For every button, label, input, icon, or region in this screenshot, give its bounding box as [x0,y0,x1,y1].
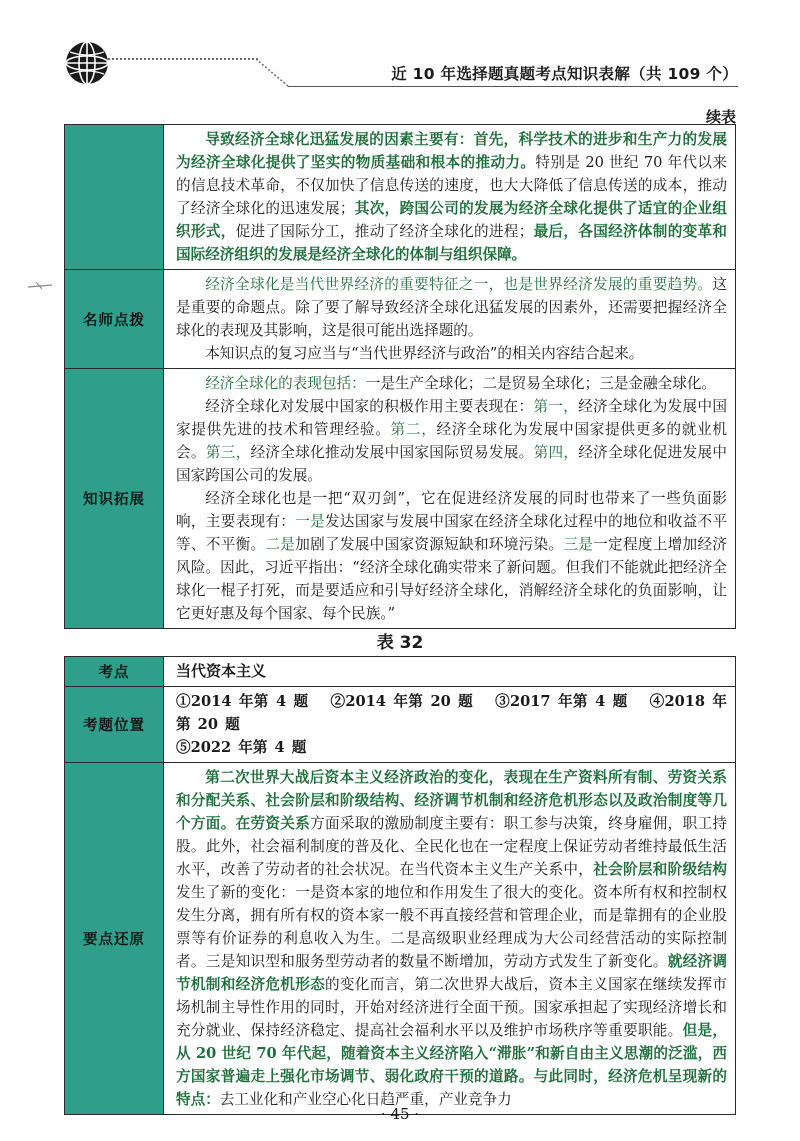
question-position: ①2014 年第 4 题 [176,693,309,710]
factors-label-cell [65,125,164,270]
position-label: 考题位置 [65,687,164,763]
expansion-text-cell [164,369,736,629]
tips-text-cell [164,270,736,369]
tips-label: 名师点拨 [65,270,164,369]
page-number: · 45 · [380,1105,420,1123]
running-title: 近 10 年选择题真题考点知识表解（共 109 个） [391,65,738,83]
knowledge-table-32 [64,656,736,1115]
expansion-label: 知识拓展 [65,369,164,629]
expansion-paragraph: 经济全球化也是一把“双刃剑”，它在促进经济发展的同时也带来了一些负面影响，主要表现有：一是发达国家与发展中国家在经济全球化过程中的地位和收益不平等、不平衡。二是加剧了发展中国家资源短缺和环境污染。三是一定程度上增加经济风险。因此，习近平指出：“经济全球化确实带来了新问题。但我们不能就此把经济全球化一棍子打死，而是要适应和引导好经济全球化，消解经济全球化的负面影响，让它更好惠及每个国家、每个民族。” [176,490,727,622]
globe-icon [64,40,110,86]
knowledge-table-continued [64,124,736,629]
topic-row [65,657,736,687]
question-position: ⑤2022 年第 4 题 [176,739,307,756]
position-row [65,687,736,763]
tips-paragraph: 本知识点的复习应当与“当代世界经济与政治”的相关内容结合起来。 [205,345,644,362]
tips-paragraph: 经济全球化是当代世界经济的重要特征之一，也是世界经济发展的重要趋势。这是重要的命题点。除了要了解导致经济全球化迅猛发展的因素外，还需要把握经济全球化的表现及其影响，这是很可能出选择题的。 [176,276,727,339]
factors-text-cell [164,125,736,270]
factors-row [65,125,736,270]
topic-label: 考点 [65,657,164,687]
question-position: ③2017 年第 4 题 [495,693,628,710]
restore-label: 要点还原 [65,763,164,1115]
restore-paragraph: 第二次世界大战后资本主义经济政治的变化，表现在生产资料所有制、劳资关系和分配关系、社会阶层和阶级结构、经济调节机制和经济危机形态以及政治制度等几个方面。在劳资关系方面采取的激励制度主要有：职工参与决策，终身雇佣，职工持股。此外，社会福利制度的普及化、全民化也在一定程度上保证劳动者维持最低生活水平，改善了劳动者的社会状况。在当代资本主义生产关系中，社会阶层和阶级结构发生了新的变化：一是资本家的地位和作用发生了很大的变化。资本所有权和控制权发生分离，拥有所有权的资本家一般不再直接经营和管理企业，而是靠拥有的企业股票等有价证券的利息收入为生。二是高级职业经理成为大公司经营活动的实际控制者。三是知识型和服务型劳动者的数量不断增加，劳动方式发生了新变化。就经济调节机制和经济危机形态的变化而言，第二次世界大战后，资本主义国家在继续发挥市场机制主导性作用的同时，开始对经济进行全面干预。国家承担起了实现经济增长和充分就业、保持经济稳定、提高社会福利水平以及维护市场秩序等重要职能。但是，从 20 世纪 70 年代起，随着资本主义经济陷入“滞胀”和新自由主义思潮的泛滥，西方国家普遍走上强化市场调节、弱化政府干预的道路。与此同时，经济危机呈现新的特点：去工业化和产业空心化日趋严重，产业竞争力 [176,769,727,1108]
topic-value: 当代资本主义 [176,662,267,680]
page-header [0,0,800,126]
tips-row [65,270,736,369]
header-dotted-rule [108,58,258,60]
expansion-paragraph: 经济全球化的表现包括：一是生产全球化；二是贸易全球化；三是金融全球化。 [205,375,716,392]
margin-mark-icon [28,280,54,292]
restore-cell [164,763,736,1115]
position-cell [164,687,736,763]
header-rule [288,86,738,87]
question-position: ④2018 年第 20 题 [176,693,728,733]
factors-paragraph: 导致经济全球化迅猛发展的因素主要有：首先，科学技术的进步和生产力的发展为经济全球化提供了坚实的物质基础和根本的推动力。特别是 20 世纪 70 年代以来的信息技术革命，不仅加快了信息传送的速度，也大大降低了信息传送的成本，推动了经济全球化的迅速发展；其次，跨国公司的发展为经济全球化提供了适宜的企业组织形式，促进了国际分工，推动了经济全球化的进程；最后，各国经济体制的变革和国际经济组织的发展是经济全球化的体制与组织保障。 [176,131,727,263]
table-caption: 表 32 [376,633,424,653]
topic-cell [164,657,736,687]
question-position: ②2014 年第 20 题 [330,693,473,710]
header-slant-rule [256,58,290,88]
restore-row [65,763,736,1115]
continued-label: 续表 [705,108,736,126]
expansion-row [65,369,736,629]
expansion-paragraph: 经济全球化对发展中国家的积极作用主要表现在：第一，经济全球化为发展中国家提供先进的技术和管理经验。第二，经济全球化为发展中国家提供更多的就业机会。第三，经济全球化推动发展中国家国际贸易发展。第四，经济全球化促进发展中国家跨国公司的发展。 [176,398,727,484]
